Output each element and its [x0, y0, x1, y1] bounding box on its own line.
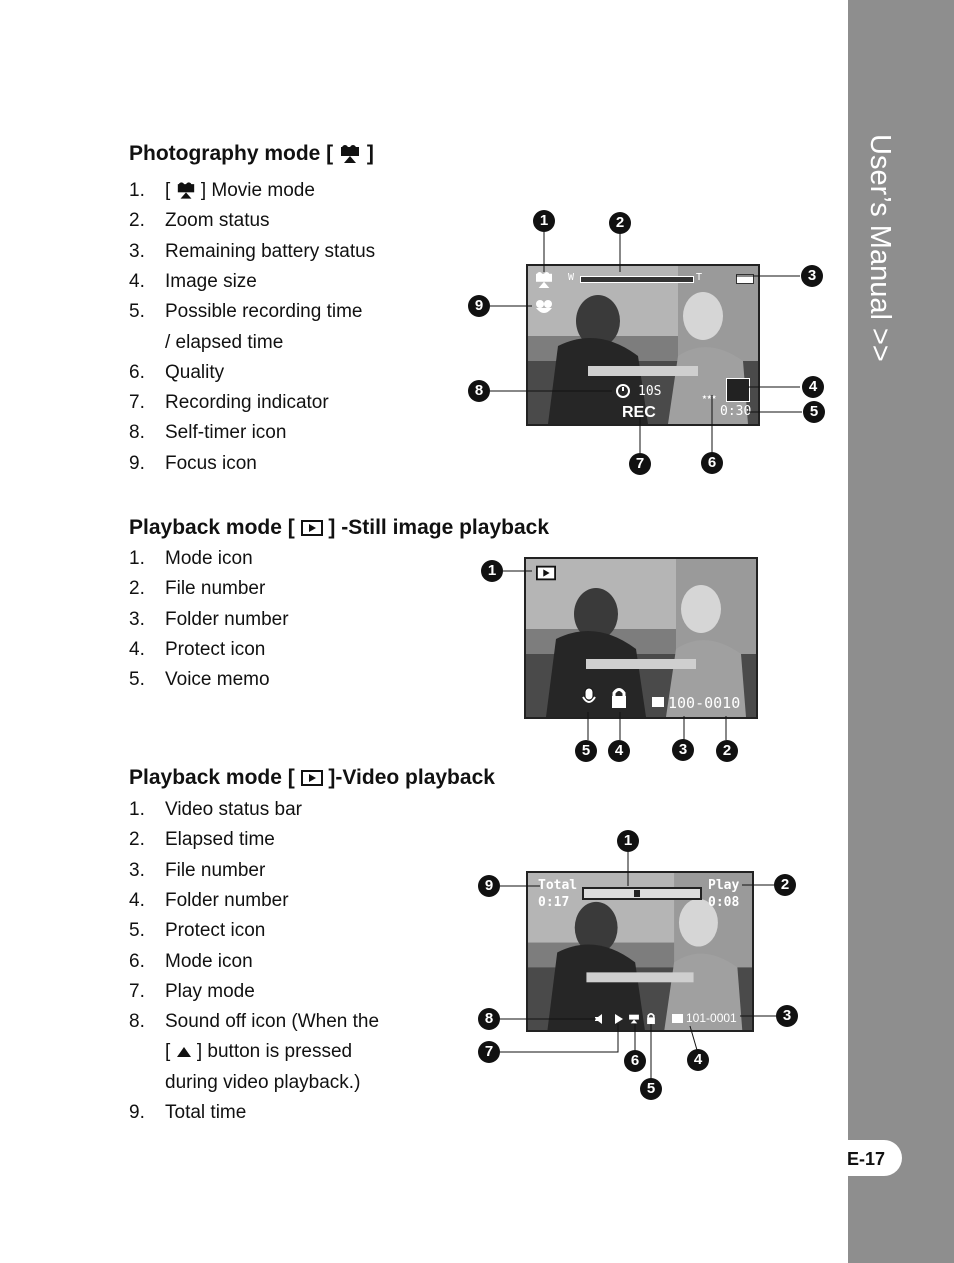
- list-item-text: Voice memo: [165, 669, 270, 691]
- callout-2: 2: [609, 212, 631, 234]
- list-item-number: 5.: [129, 920, 145, 942]
- callout-9: 9: [468, 295, 490, 317]
- list-item-number: 2.: [129, 829, 145, 851]
- callout-1: 1: [481, 560, 503, 582]
- rec-indicator: REC: [622, 404, 656, 421]
- list-item-number: 1.: [129, 180, 145, 201]
- list-item-number: 6.: [129, 950, 145, 972]
- list-item-text: Protect icon: [165, 638, 266, 660]
- play-label: Play: [708, 878, 740, 893]
- callout-8: 8: [468, 380, 490, 402]
- list-item-text: Image size: [165, 270, 257, 292]
- list-item-text-suffix: ] Movie mode: [200, 180, 315, 201]
- list-item-text: / elapsed time: [165, 331, 284, 353]
- total-time: 0:17: [538, 895, 570, 910]
- list-item-text: Play mode: [165, 980, 255, 1002]
- callout-6: 6: [701, 452, 723, 474]
- list-item-text: Recording indicator: [165, 392, 329, 414]
- list-item-number: 8.: [129, 1011, 145, 1033]
- list-item-text: Possible recording time: [165, 301, 363, 323]
- list-item-text-prefix: [: [165, 180, 171, 201]
- list-item-number: 2.: [129, 210, 145, 232]
- total-label: Total: [538, 878, 578, 893]
- callout-3: 3: [776, 1005, 798, 1027]
- callout-5: 5: [575, 740, 597, 762]
- callout-4: 4: [802, 376, 824, 398]
- callout-7: 7: [629, 453, 651, 475]
- heading-text: ] -Still image playback: [328, 516, 549, 539]
- list-item-number: 3.: [129, 859, 145, 881]
- list-item-text: Sound off icon (When the: [165, 1011, 380, 1033]
- list-item-text: during video playback.): [165, 1071, 361, 1093]
- list-item-text: File number: [165, 578, 266, 600]
- list-item-number: 5.: [129, 301, 145, 323]
- callout-3: 3: [801, 265, 823, 287]
- list-item-text: Elapsed time: [165, 829, 275, 851]
- zoom-t-label: T: [696, 272, 703, 283]
- list-item-number: 4.: [129, 270, 145, 292]
- heading-text: Playback mode [: [129, 766, 295, 789]
- list-item-number: 7.: [129, 392, 145, 414]
- list-item-number: 3.: [129, 240, 145, 262]
- list-item-text: Remaining battery status: [165, 240, 376, 262]
- list-item-number: 5.: [129, 669, 145, 691]
- callout-4: 4: [608, 740, 630, 762]
- list-item-text: Zoom status: [165, 210, 270, 232]
- callout-8: 8: [478, 1008, 500, 1030]
- list-item-number: 4.: [129, 638, 145, 660]
- heading-text: ]: [366, 142, 374, 165]
- callout-1: 1: [533, 210, 555, 232]
- heading-text: ]-Video playback: [328, 766, 495, 789]
- callout-5: 5: [640, 1078, 662, 1100]
- self-timer-value: 10S: [638, 384, 662, 399]
- callout-1: 1: [617, 830, 639, 852]
- file-number-display: 100-0010: [668, 694, 741, 712]
- file-number-display: 101-0001: [686, 1011, 737, 1025]
- zoom-w-label: W: [568, 272, 575, 283]
- list-item-number: 2.: [129, 578, 145, 600]
- list-item-text-prefix: [: [165, 1041, 171, 1063]
- list-item-number: 8.: [129, 422, 145, 444]
- list-item-text: Video status bar: [165, 799, 302, 820]
- recording-time: 0:30: [720, 404, 752, 419]
- callout-9: 9: [478, 875, 500, 897]
- page-number: E-17: [847, 1149, 886, 1169]
- heading-text: Photography mode [: [129, 142, 334, 165]
- callout-3: 3: [672, 739, 694, 761]
- callout-6: 6: [624, 1050, 646, 1072]
- list-item-text: Folder number: [165, 889, 289, 911]
- list-item-number: 1.: [129, 548, 145, 569]
- sidebar-title-text: User’s Manual >>: [864, 134, 896, 362]
- list-item-number: 3.: [129, 608, 145, 630]
- list-item-text: Focus icon: [165, 452, 257, 474]
- list-item-text: Folder number: [165, 608, 289, 630]
- list-item-text-suffix: ] button is pressed: [196, 1041, 353, 1063]
- callout-4: 4: [687, 1049, 709, 1071]
- heading-text: Playback mode [: [129, 516, 295, 539]
- callout-5: 5: [803, 401, 825, 423]
- list-item-text: Total time: [165, 1102, 247, 1123]
- list-item-number: 1.: [129, 799, 145, 820]
- list-item-number: 7.: [129, 980, 145, 1002]
- list-item-text: Self-timer icon: [165, 422, 287, 444]
- list-item-number: 6.: [129, 361, 145, 383]
- elapsed-time: 0:08: [708, 895, 740, 910]
- callout-2: 2: [774, 874, 796, 896]
- callout-7: 7: [478, 1041, 500, 1063]
- list-item-number: 4.: [129, 889, 145, 911]
- list-item-number: 9.: [129, 1102, 145, 1123]
- quality-stars: ★★★: [702, 392, 717, 401]
- list-item-text: Quality: [165, 361, 225, 383]
- list-item-text: Mode icon: [165, 548, 253, 569]
- list-item-text: File number: [165, 859, 266, 881]
- list-item-number: 9.: [129, 452, 145, 474]
- callout-2: 2: [716, 740, 738, 762]
- list-item-text: Mode icon: [165, 950, 253, 972]
- list-item-text: Protect icon: [165, 920, 266, 942]
